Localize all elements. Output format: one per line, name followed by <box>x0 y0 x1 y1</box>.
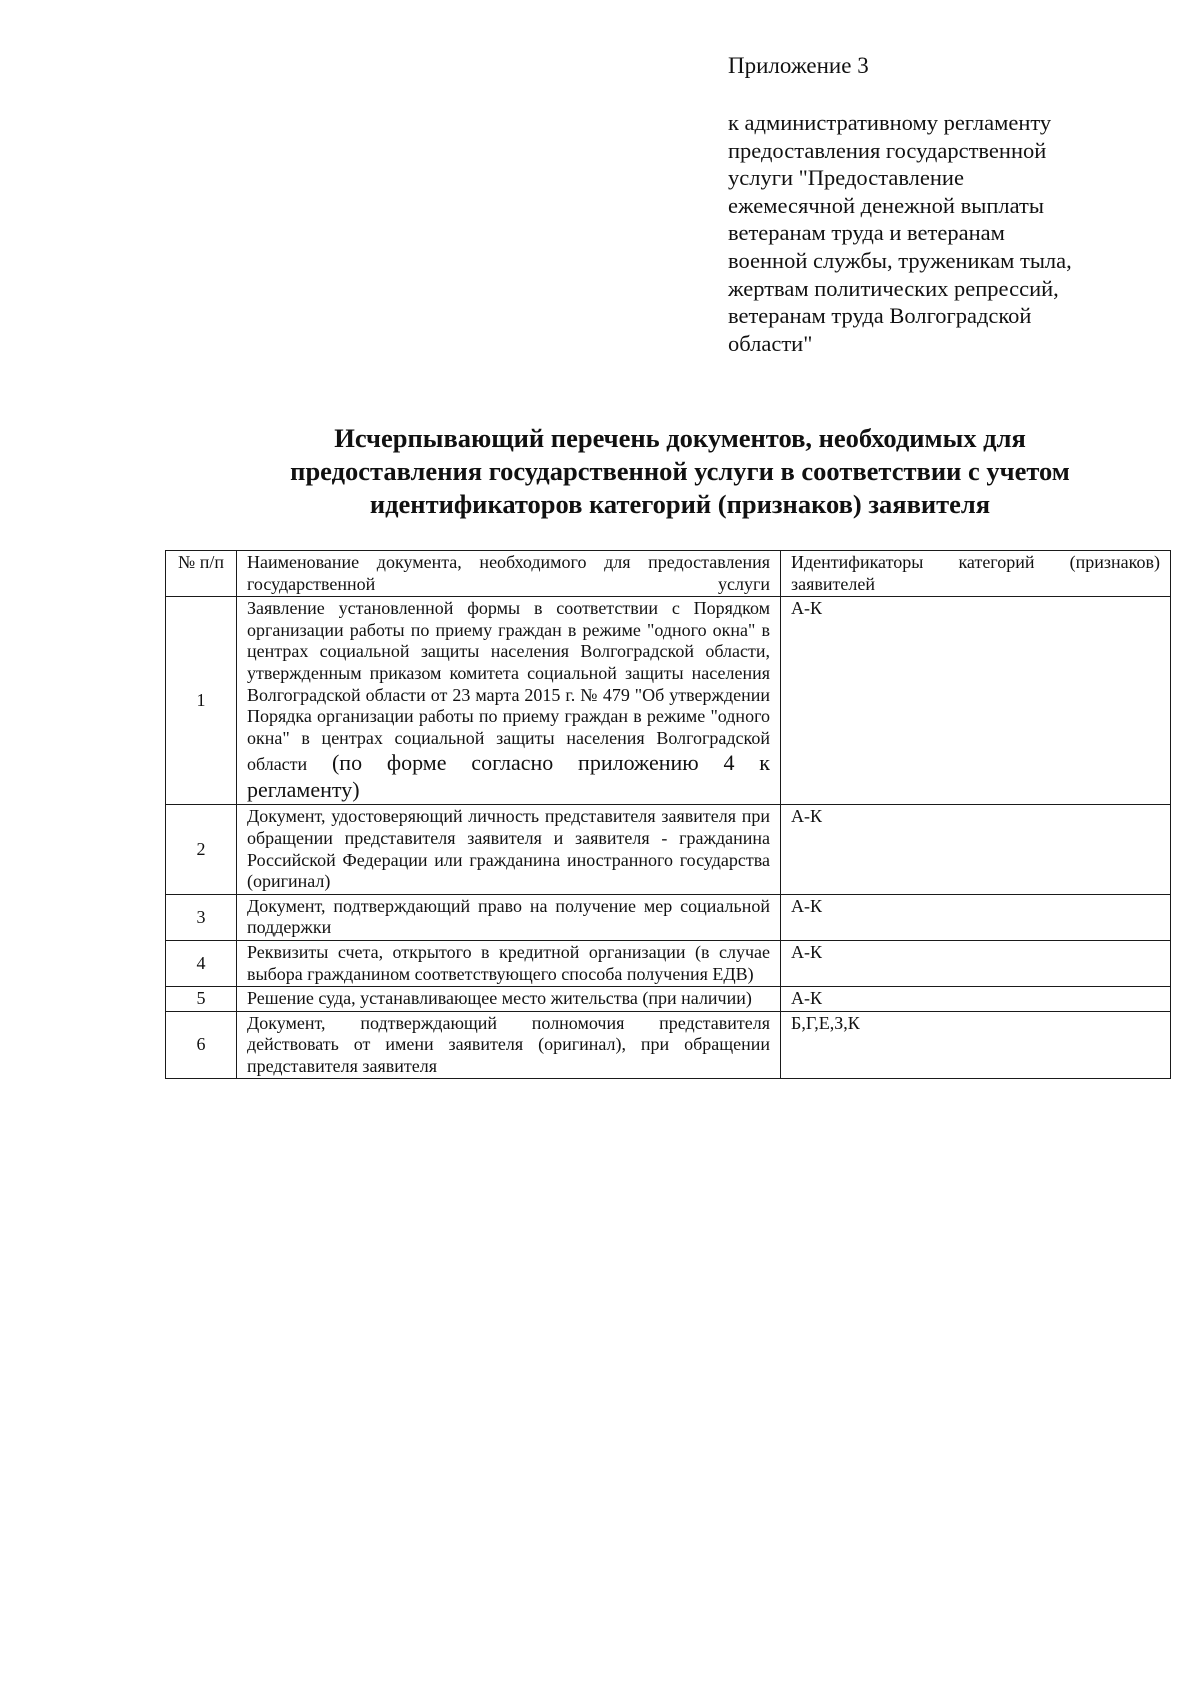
row-number: 5 <box>166 987 237 1012</box>
row-document-name-tail: (по форме согласно приложению 4 к регламенту) <box>247 750 770 803</box>
row-document-name: Документ, удостоверяющий личность представителя заявителя при обращении представителя заявителя и заявителя - гражданина Российской Федерации или гражданина иностранного государства (оригинал) <box>237 805 781 894</box>
documents-table <box>165 550 1171 1079</box>
row-document-name-text: Заявление установленной формы в соответствии с Порядком организации работы по приему граждан в режиме "одного окна" в центрах социальной защиты населения Волгоградской области, утвержденным приказом комитета социальной защиты населения Волгоградской области от 23 марта 2015 г. № 479 "Об утверждении Порядка организации работы по приему граждан в режиме "одного окна" в центрах социальной защиты населения Волгоградской области <box>247 598 770 775</box>
table-row <box>166 597 1171 805</box>
row-number: 3 <box>166 894 237 940</box>
row-categories: А-К <box>781 940 1171 986</box>
row-categories: А-К <box>781 894 1171 940</box>
table-header-row <box>166 551 1171 597</box>
header-categories-text: Идентификаторы категорий (признаков) заявителей <box>791 552 1160 594</box>
row-categories: А-К <box>781 987 1171 1012</box>
table-row <box>166 940 1171 986</box>
appendix-caption: к административному регламенту предоставления государственной услуги "Предоставление ежемесячной денежной выплаты ветеранам труда и ветеранам военной службы, труженикам тыла, жертвам политических репрессий, ветеранам труда Волгоградской области" <box>728 110 1072 356</box>
row-categories: А-К <box>781 597 1171 805</box>
header-document-name-text: Наименование документа, необходимого для предоставления государственной услуги <box>247 552 770 594</box>
row-document-name <box>237 597 781 805</box>
header-document-name <box>237 551 781 597</box>
row-document-name: Реквизиты счета, открытого в кредитной организации (в случае выбора гражданином соответствующего способа получения ЕДВ) <box>237 940 781 986</box>
row-document-name: Документ, подтверждающий право на получение мер социальной поддержки <box>237 894 781 940</box>
appendix-number: Приложение 3 <box>728 53 869 78</box>
row-document-name: Документ, подтверждающий полномочия представителя действовать от имени заявителя (оригинал), при обращении представителя заявителя <box>237 1011 781 1079</box>
table-row <box>166 987 1171 1012</box>
document-title <box>160 422 1200 521</box>
row-document-name: Решение суда, устанавливающее место жительства (при наличии) <box>237 987 781 1012</box>
table-row <box>166 1011 1171 1079</box>
header-categories <box>781 551 1171 597</box>
row-categories: Б,Г,Е,З,К <box>781 1011 1171 1079</box>
row-number: 1 <box>166 597 237 805</box>
document-title-line-2: предоставления государственной услуги в соответствии с учетом <box>290 456 1070 486</box>
table-row <box>166 805 1171 894</box>
header-number: № п/п <box>166 551 237 597</box>
table-row <box>166 894 1171 940</box>
document-title-line-1: Исчерпывающий перечень документов, необходимых для <box>334 423 1026 453</box>
row-number: 6 <box>166 1011 237 1079</box>
row-number: 4 <box>166 940 237 986</box>
row-number: 2 <box>166 805 237 894</box>
document-title-line-3: идентификаторов категорий (признаков) заявителя <box>369 489 991 519</box>
row-categories: А-К <box>781 805 1171 894</box>
